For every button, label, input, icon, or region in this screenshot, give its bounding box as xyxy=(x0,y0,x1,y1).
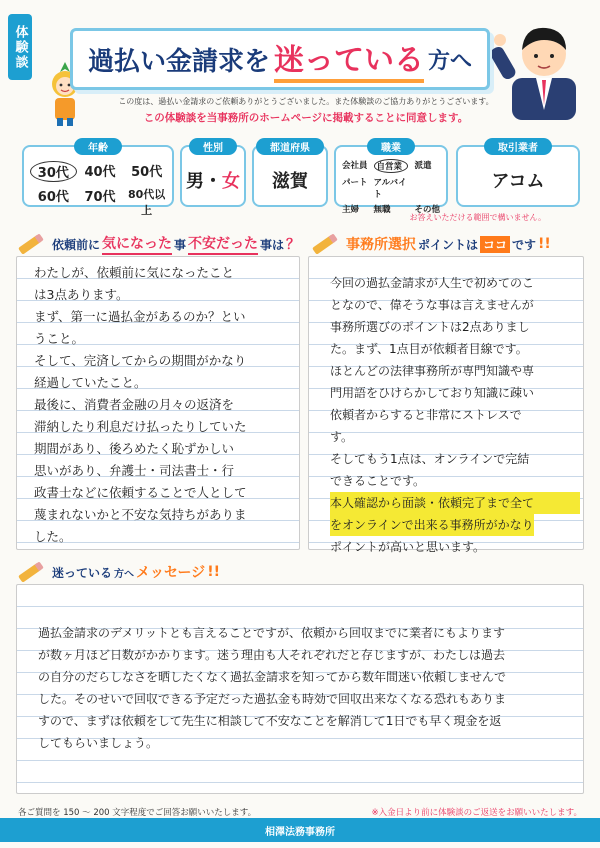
title-part1: 過払い金請求を xyxy=(87,46,270,77)
section3-line: すので、まずは依頼をして先生に相談して不安なことを解消して1日でも早く現金を返 xyxy=(38,714,502,728)
exclamation-icon: !! xyxy=(538,236,551,252)
section2-line: た。まず、1点目が依頼者目線です。 xyxy=(330,342,528,356)
section2-body xyxy=(330,272,580,558)
title-part2: 方へ xyxy=(428,48,473,74)
consent-text: この体験談を当事務所のホームページに掲載することに同意します。 xyxy=(143,112,469,124)
title-highlight: 迷っている xyxy=(274,35,424,83)
job-option[interactable]: 主婦 xyxy=(342,205,360,215)
age-options xyxy=(30,161,170,218)
title-banner xyxy=(70,28,490,90)
age-label: 年齢 xyxy=(74,138,122,155)
gender-sep: ・ xyxy=(204,171,222,192)
section1-line: 政書士などに依頼することで人として xyxy=(34,485,247,500)
section2-line: となので、偉そうな事は言えませんが xyxy=(330,298,534,312)
section3-line: の自分のだらしなさを晒したくなく過払金請求を知ってから数年間迷い依頼しませんで xyxy=(38,670,507,684)
job-box xyxy=(334,143,448,215)
side-tab: 体験談 xyxy=(8,14,32,80)
lender-value: アコム xyxy=(491,171,545,192)
section3-body xyxy=(38,622,578,754)
section2-head-hl2: ココ xyxy=(480,236,510,253)
section2-line: できることです。 xyxy=(330,474,426,488)
section3-head-pre: 迷っている xyxy=(52,565,113,580)
gender-label: 性別 xyxy=(189,138,237,155)
pencil-icon xyxy=(312,233,338,254)
gender-value xyxy=(182,167,244,193)
age-option-30[interactable]: 30代 xyxy=(30,161,77,182)
section2-line: 事務所選びのポイントは2点ありまし xyxy=(330,320,530,334)
job-option[interactable]: 無職 xyxy=(373,205,391,215)
job-option[interactable]: その他 xyxy=(414,205,440,215)
section1-head-hl2: 不安だった xyxy=(188,233,258,255)
job-option[interactable]: 会社員 xyxy=(342,161,368,171)
job-label: 職業 xyxy=(367,138,415,155)
age-option-60[interactable]: 60代 xyxy=(37,190,69,205)
section2-head-mid: ポイントは xyxy=(418,237,479,252)
section2-line: す。 xyxy=(330,430,354,444)
section1-head-mid: 事 xyxy=(174,237,187,252)
job-option[interactable]: アルバイト xyxy=(373,178,407,200)
section1-line: 経過していたこと。 xyxy=(34,375,147,390)
section2-line: そしてもう1点は、オンラインで完結 xyxy=(330,452,530,466)
job-options xyxy=(342,159,440,215)
section2-head-post: です xyxy=(512,237,537,252)
prefecture-value: 滋賀 xyxy=(272,171,308,192)
deadline-note: ※入金日より前に体験談のご返送をお願いいたします。 xyxy=(371,808,582,818)
section1-line: した。 xyxy=(34,529,72,544)
lender-label: 取引業者 xyxy=(484,138,552,155)
section3-line: した。そのせいで回収できる予定だった過払金も時効で回収出来なくなる恐れもありま xyxy=(38,692,507,706)
age-option-80[interactable]: 80代以上 xyxy=(128,188,166,217)
section2-line: 本人確認から面談・依頼完了まで全て xyxy=(330,492,580,514)
section1-line: まず、第一に過払金があるのか？とい xyxy=(34,309,246,324)
job-option-selected[interactable]: 自営業 xyxy=(374,159,409,173)
section1-line: 滞納したり利息だけ払ったりしていた xyxy=(34,419,247,434)
section3-line: してもらいましょう。 xyxy=(38,736,159,750)
prefecture-box xyxy=(252,145,328,207)
section3-line: 過払金請求のデメリットとも言えることですが、依頼から回収までに業者にもよります xyxy=(38,626,506,640)
section1-line: 期間があり、後ろめたく恥ずかしい xyxy=(34,441,235,456)
exclamation-icon: !! xyxy=(207,564,220,580)
section1-line: わたしが、依頼前に気になったこと xyxy=(34,265,235,280)
section1-line: そして、完済してからの期間がかなり xyxy=(34,353,247,368)
section2-line: ポイントが高いと思います。 xyxy=(330,540,486,554)
gender-box xyxy=(180,145,246,207)
section2-line: 今回の過払金請求が人生で初めてのこ xyxy=(330,276,535,290)
age-option-40[interactable]: 40代 xyxy=(84,165,116,180)
section2-heading xyxy=(312,232,551,256)
section1-line: 蔑まれないかと不安な気持ちがありま xyxy=(34,507,247,522)
gender-female[interactable]: 女 xyxy=(222,171,240,192)
job-option[interactable]: パート xyxy=(342,178,368,188)
section2-line: 門用語をひけらかしており知識に疎い xyxy=(330,386,535,400)
pencil-icon xyxy=(18,561,44,582)
section2-head-hl1: 事務所選択 xyxy=(346,237,416,253)
office-footer: 相澤法務事務所 xyxy=(0,818,600,842)
section1-body xyxy=(34,262,296,548)
job-option[interactable]: 派遣 xyxy=(414,161,432,171)
section1-line: は3点あります。 xyxy=(34,287,129,302)
section1-head-post: 事は xyxy=(260,237,285,252)
section3-line: が数ヶ月ほど日数がかかります。迷う理由も人それぞれだと存じますが、わたしは過去 xyxy=(38,648,506,662)
section2-line: をオンラインで出来る事務所がかなり xyxy=(330,514,534,536)
section3-heading xyxy=(18,560,220,584)
section1-line: うこと。 xyxy=(34,331,85,346)
section1-head-hl1: 気になった xyxy=(102,233,172,255)
age-option-50[interactable]: 50代 xyxy=(131,165,163,180)
section1-head-pre: 依頼前に xyxy=(52,237,101,252)
section1-line: 最後に、消費者金融の月々の返済を xyxy=(34,397,235,412)
section1-line: 思いがあり、弁護士・司法書士・行 xyxy=(34,463,235,478)
char-count-note: 各ご質問を 150 〜 200 文字程度でご回答お願いいたします。 xyxy=(18,808,257,818)
range-note: お答えいただける範囲で構いません。 xyxy=(409,213,546,222)
section2-line: 依頼者からすると非常にストレスで xyxy=(330,408,522,422)
job-option xyxy=(414,176,440,200)
pencil-icon xyxy=(18,233,44,254)
section3-head-mid: 方へ xyxy=(114,568,135,580)
question-icon: ？ xyxy=(286,237,301,253)
section1-heading xyxy=(18,232,300,256)
prefecture-label: 都道府県 xyxy=(256,138,324,155)
section3-head-hl: メッセージ xyxy=(136,565,206,581)
thanks-text: この度は、過払い金請求のご依頼ありがとうございました。また体験談のご協力ありがとうございます。 xyxy=(118,97,494,106)
gender-male[interactable]: 男 xyxy=(186,171,204,192)
age-box xyxy=(22,143,174,217)
lender-box xyxy=(456,145,580,207)
section2-line: ほとんどの法律事務所が専門知識や専 xyxy=(330,364,535,378)
age-option-70[interactable]: 70代 xyxy=(84,190,116,205)
